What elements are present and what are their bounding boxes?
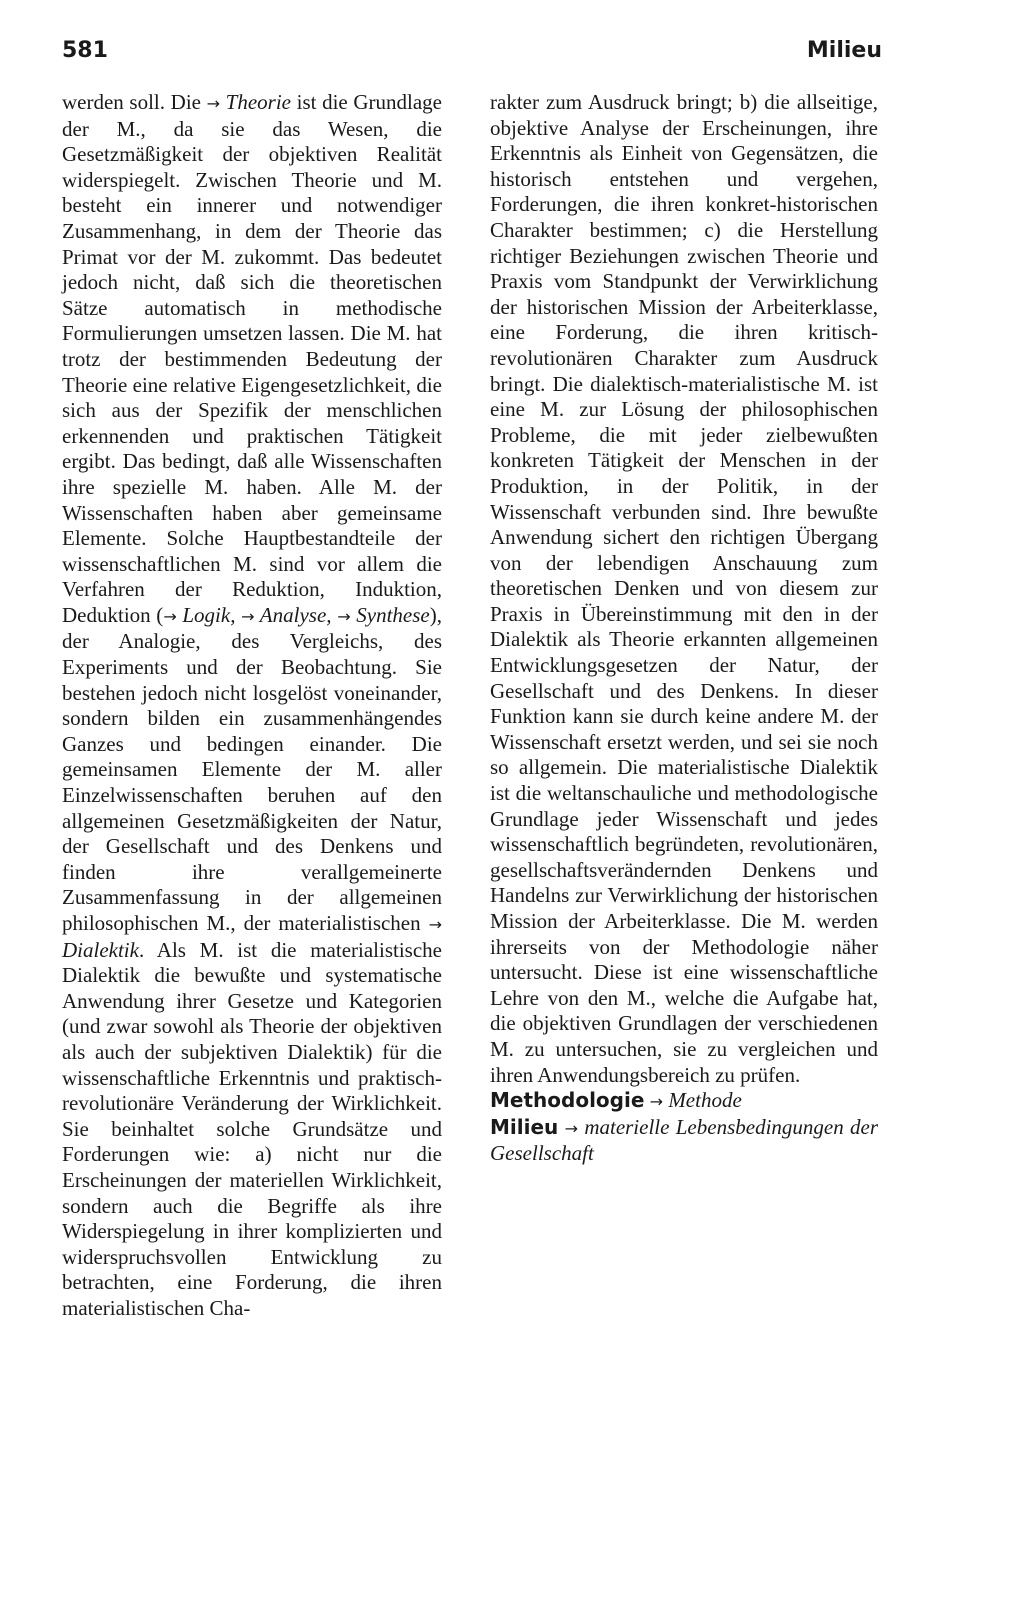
dictionary-entry-milieu xyxy=(490,1115,878,1167)
cross-reference-methode[interactable]: Methode xyxy=(668,1088,742,1113)
cross-reference-arrow-icon: → xyxy=(241,606,255,626)
text-run: . Als M. ist die materialistische Dialektik die bewußte und systematische Anwendung ihrer Gesetze und Kategorien (und zwar sowohl als Theorie der objektiven als auch der subjektiven Dialektik) für die wissenschaftliche Erkenntnis und praktisch-revolutionäre Veränderung der Wirklichkeit. Sie beinhaltet solche Grundsätze und Forderungen wie: a) nicht nur die Erscheinungen der materiellen Wirklichkeit, sondern auch die Begriffe als ihre Widerspiegelung in ihrer komplizierten und widerspruchsvollen Entwicklung zu betrachten, eine Forderung, die ihren materialistischen Cha- xyxy=(62,937,442,1320)
cross-reference-logik[interactable]: Logik, xyxy=(176,602,242,627)
cross-reference-dialektik[interactable]: Dialektik xyxy=(62,937,139,962)
cross-reference-synthese[interactable]: Synthese xyxy=(350,602,430,627)
cross-reference-arrow-icon: → xyxy=(564,1118,578,1138)
cross-reference-arrow-icon: → xyxy=(649,1092,664,1112)
body-paragraph: rakter zum Ausdruck bringt; b) die allseitige, objektive Analyse der Erscheinungen, ihre Erkenntnis als Einheit von Gegensätzen, die historisch entstehen und vergehen, Forderungen, die ihren konkret-historischen Charakter bestimmen; c) die Herstellung richtiger Beziehungen zwischen Theorie und Praxis vom Standpunkt der Verwirklichung der historischen Mission der Arbeiterklasse, eine Forderung, die ihren kritisch-revolutionären Charakter zum Ausdruck bringt. Die dialektisch-materialistische M. ist eine M. zur Lösung der philosophischen Probleme, die mit jeder zielbewußten konkreten Tätigkeit der Menschen in der Produktion, in der Politik, in der Wissenschaft verbunden sind. Ihre bewußte Anwendung sichert den richtigen Übergang von der lebendigen Anschauung zum theoretischen Denken und von diesem zur Praxis in Übereinstimmung mit den in der Dialektik als Theorie erkannten allgemeinen Entwicklungsgesetzen der Natur, der Gesellschaft und des Denkens. In dieser Funktion kann sie durch keine andere M. der Wissenschaft ersetzt werden, und sei sie noch so allgemein. Die materialistische Dialektik ist die weltanschauliche und methodologische Grundlage jeder Wissenschaft und jedes wissenschaftlich begründeten, revolutionären, gesellschaftsverändernden Denkens und Handelns zur Verwirklichung der historischen Mission der Arbeiterklasse. Die M. werden ihrerseits von der Methodologie näher untersucht. Diese ist eine wissenschaftliche Lehre von den M., welche die Aufgabe hat, die objektiven Grundlagen der verschiedenen M. zu untersuchen, sie zu vergleichen und ihren Anwendungsbereich zu prüfen. xyxy=(490,90,878,1087)
text-run: ist die Grundlage der M., da sie das Wesen, die Gesetzmäßigkeit der objektiven Realität widerspiegelt. Zwischen Theorie und M. besteht ein innerer und notwendiger Zusammenhang, in dem der Theorie das Primat vor der M. zukommt. Das bedeutet jedoch nicht, daß sich die theoretischen Sätze automatisch in methodische Formulierungen umsetzen lassen. Die M. hat trotz der bestimmenden Bedeutung der Theorie eine relative Eigengesetzlichkeit, die sich aus der Spezifik der menschlichen erkennenden und praktischen Tätigkeit ergibt. Das bedingt, daß alle Wissenschaften ihre spezielle M. haben. Alle M. der Wissenschaften haben aber gemeinsame Elemente. Solche Hauptbestandteile der wissenschaftlichen M. sind vor allem die Verfahren der Reduktion, Induktion, Deduktion ( xyxy=(62,90,443,627)
running-head: Milieu xyxy=(806,38,882,63)
text-run: ), der Analogie, des Vergleichs, des Experiments und der Beobachtung. Sie bestehen jedoch nicht losgelöst voneinander, sondern bilden ein zusammenhängendes Ganzes und bedingen einander. Die gemeinsamen Elemente der M. aller Einzelwissenschaften beruhen auf den allgemeinen Gesetzmäßigkeiten der Natur, der Gesellschaft und des Denkens und finden ihre verallgemeinerte Zusammenfassung in der allgemeinen philosophischen M., der materialistischen xyxy=(62,602,442,935)
cross-reference-analyse[interactable]: Analyse, xyxy=(254,602,338,627)
cross-reference-lebensbedingungen[interactable]: materielle Lebensbedingungen der Gesellschaft xyxy=(490,1114,879,1166)
text-run: werden soll. Die xyxy=(62,90,207,114)
page-number: 581 xyxy=(62,38,108,63)
page-header xyxy=(62,38,882,78)
cross-reference-arrow-icon: → xyxy=(163,606,177,626)
cross-reference-theorie[interactable]: Theorie xyxy=(220,90,291,114)
cross-reference-arrow-icon: → xyxy=(428,915,442,934)
dictionary-entry-methodologie xyxy=(490,1088,878,1115)
cross-reference-arrow-icon: → xyxy=(206,94,221,113)
right-column xyxy=(490,90,878,1167)
body-paragraph xyxy=(62,90,442,1322)
cross-reference-arrow-icon: → xyxy=(337,606,351,626)
entry-headword: Milieu xyxy=(490,1114,559,1139)
entry-headword: Methodologie xyxy=(490,1088,645,1113)
left-column xyxy=(62,90,442,1322)
